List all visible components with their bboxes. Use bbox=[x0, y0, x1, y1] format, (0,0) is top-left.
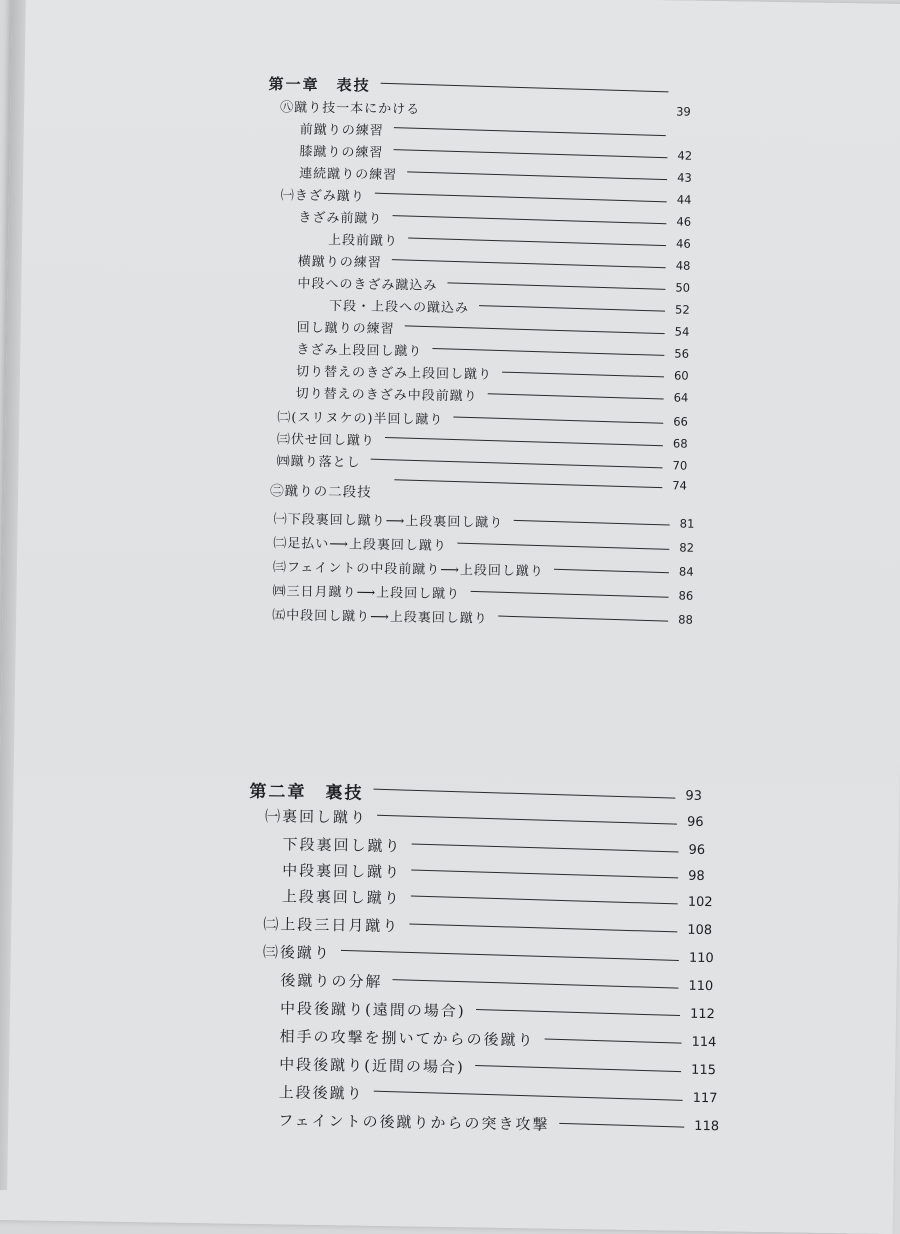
leader-line bbox=[411, 895, 678, 904]
page-number: 52 bbox=[674, 302, 690, 317]
leader-line bbox=[408, 237, 666, 246]
entry-label: ㈤中段回し蹴り⟶上段裏回し蹴り bbox=[272, 607, 488, 627]
page-number: 46 bbox=[676, 214, 692, 229]
toc-entry bbox=[279, 1080, 727, 1109]
entry-label: ㈡(スリヌケの)半回し蹴り bbox=[277, 409, 444, 428]
page-number: 50 bbox=[675, 280, 691, 295]
leader-line bbox=[407, 171, 667, 180]
toc-entry bbox=[279, 1024, 725, 1053]
toc-entry bbox=[265, 804, 721, 833]
entry-label: ㈠裏回し蹴り bbox=[264, 806, 368, 827]
toc-entry bbox=[279, 1052, 725, 1081]
entry-label: ㈠きざみ蹴り bbox=[280, 187, 365, 205]
leader-line bbox=[392, 259, 666, 268]
leader-line bbox=[394, 127, 666, 136]
page-spine-shadow bbox=[0, 0, 26, 1190]
entry-label: きざみ上段回し蹴り bbox=[296, 342, 423, 359]
entry-label: 上段裏回し蹴り bbox=[281, 886, 401, 907]
page-number: 114 bbox=[691, 1034, 717, 1050]
leader-line bbox=[341, 949, 679, 960]
entry-label: 上段後蹴り bbox=[278, 1082, 364, 1103]
page-number: 96 bbox=[686, 814, 704, 830]
page-number: 42 bbox=[677, 148, 693, 163]
chapter-title: 第一章 表技 bbox=[268, 74, 371, 95]
toc-entry bbox=[282, 858, 722, 887]
entry-label: 切り替えのきざみ上段回し蹴り bbox=[295, 364, 493, 383]
page-number bbox=[676, 133, 710, 134]
entry-label: ㈢フェイントの中段前蹴り⟶上段回し蹴り bbox=[272, 559, 545, 579]
page-number: 117 bbox=[692, 1090, 718, 1106]
page-number: 48 bbox=[675, 258, 691, 273]
page-number: 115 bbox=[691, 1062, 717, 1078]
leader-line bbox=[457, 542, 669, 549]
leader-gap bbox=[430, 106, 666, 113]
leader-line bbox=[373, 788, 675, 798]
page-number: 64 bbox=[673, 390, 689, 405]
entry-label: 連続蹴りの練習 bbox=[299, 166, 398, 183]
entry-label: 回し蹴りの練習 bbox=[296, 320, 395, 337]
toc-entry bbox=[282, 832, 722, 861]
table-of-contents bbox=[12, 0, 900, 1134]
leader-line bbox=[412, 843, 679, 852]
entry-label: 相手の攻撃を捌いてからの後蹴り bbox=[279, 1026, 535, 1049]
entry-label: ㈡上段三日月蹴り bbox=[263, 914, 400, 935]
toc-entry bbox=[280, 996, 724, 1025]
leader-line bbox=[411, 869, 678, 878]
page-number: 43 bbox=[677, 170, 692, 185]
leader-line bbox=[377, 814, 677, 824]
leader-line bbox=[488, 393, 664, 399]
entry-label: 下段裏回し蹴り bbox=[282, 834, 402, 855]
leader-line bbox=[381, 82, 669, 92]
entry-label: フェイントの後蹴りからの突き攻撃 bbox=[278, 1110, 550, 1134]
entry-label: 切り替えのきざみ中段前蹴り bbox=[295, 386, 478, 404]
leader-line bbox=[545, 1038, 682, 1043]
entry-label: ㈢伏せ回し蹴り bbox=[276, 431, 376, 449]
leader-line bbox=[374, 1090, 683, 1100]
leader-line bbox=[475, 1064, 681, 1071]
entry-label: 後蹴りの分解 bbox=[280, 970, 383, 991]
chapter-title: 第二章 裏技 bbox=[249, 781, 364, 804]
page-number: 44 bbox=[676, 192, 692, 207]
entry-label: 中段後蹴り(近間の場合) bbox=[279, 1054, 466, 1076]
page-number: 66 bbox=[673, 414, 689, 429]
leader-line bbox=[454, 416, 664, 423]
leader-line bbox=[479, 305, 665, 312]
entry-label: ㊇蹴り技一本にかける bbox=[280, 99, 421, 117]
entry-label: ㈠下段裏回し蹴り⟶上段裏回し蹴り bbox=[273, 511, 504, 531]
page-number: 60 bbox=[673, 368, 689, 383]
entry-label: 横蹴りの練習 bbox=[297, 254, 382, 271]
leader-line bbox=[405, 325, 665, 334]
page-number: 96 bbox=[688, 842, 706, 858]
page-number: 102 bbox=[687, 894, 713, 910]
leader-line bbox=[393, 979, 679, 988]
leader-line bbox=[554, 568, 669, 572]
entry-label: きざみ前蹴り bbox=[298, 210, 383, 227]
leader-line bbox=[502, 371, 664, 377]
entry-label: 膝蹴りの練習 bbox=[299, 144, 384, 161]
leader-line bbox=[393, 215, 667, 224]
leader-line bbox=[513, 519, 669, 525]
leader-line bbox=[470, 590, 668, 597]
section-label: ㊁蹴りの二段技 bbox=[270, 483, 372, 501]
toc-entry bbox=[272, 602, 712, 631]
entry-label: 中段裏回し蹴り bbox=[282, 860, 402, 881]
leader-line bbox=[432, 348, 664, 356]
page-number: 74 bbox=[672, 478, 688, 493]
leader-line bbox=[447, 282, 665, 289]
entry-label: ㈡足払い⟶上段裏回し蹴り bbox=[273, 535, 448, 554]
leader-line bbox=[385, 436, 663, 445]
page-number: 93 bbox=[685, 788, 703, 804]
chapter-2-heading bbox=[249, 778, 719, 807]
toc-entry bbox=[280, 968, 722, 997]
page-number: 118 bbox=[694, 1118, 720, 1134]
page-number: 110 bbox=[688, 978, 714, 994]
leader-line bbox=[560, 1122, 685, 1127]
toc-entry bbox=[263, 912, 721, 941]
page-number: 88 bbox=[678, 612, 693, 627]
toc-entry bbox=[263, 940, 723, 969]
leader-line bbox=[498, 615, 668, 621]
entry-label: 上段前蹴り bbox=[327, 232, 399, 249]
page-number: 110 bbox=[688, 950, 714, 966]
entry-label: 中段へのきざみ蹴込み bbox=[297, 276, 438, 294]
page-number: 68 bbox=[672, 436, 688, 451]
page-number: 84 bbox=[678, 564, 694, 579]
page-number: 54 bbox=[674, 324, 690, 339]
page-number: 108 bbox=[687, 922, 713, 938]
page-number: 56 bbox=[674, 346, 690, 361]
leader-line bbox=[371, 458, 663, 468]
toc-entry bbox=[282, 884, 722, 913]
page-number: 70 bbox=[672, 458, 688, 473]
entry-label: 下段・上段への蹴込み bbox=[328, 298, 470, 316]
entry-label: ㈢後蹴り bbox=[262, 942, 332, 962]
entry-label: ㈣蹴り落とし bbox=[276, 453, 361, 471]
leader-line bbox=[375, 192, 667, 202]
page-number: 112 bbox=[689, 1006, 715, 1022]
page-number: 86 bbox=[678, 588, 694, 603]
page-number: 98 bbox=[688, 868, 705, 884]
page-number: 81 bbox=[679, 516, 695, 531]
toc-entry bbox=[278, 1108, 728, 1137]
page-number: 39 bbox=[676, 104, 691, 119]
leader-line bbox=[394, 149, 668, 158]
leader-line bbox=[476, 1008, 680, 1015]
entry-label: 前蹴りの練習 bbox=[299, 122, 384, 139]
entry-label: 中段後蹴り(遠間の場合) bbox=[279, 998, 466, 1020]
entry-label: ㈣三日月蹴り⟶上段回し蹴り bbox=[272, 583, 461, 602]
leader-line bbox=[409, 923, 677, 932]
page-number: 46 bbox=[675, 236, 691, 251]
page-number: 82 bbox=[679, 540, 695, 555]
